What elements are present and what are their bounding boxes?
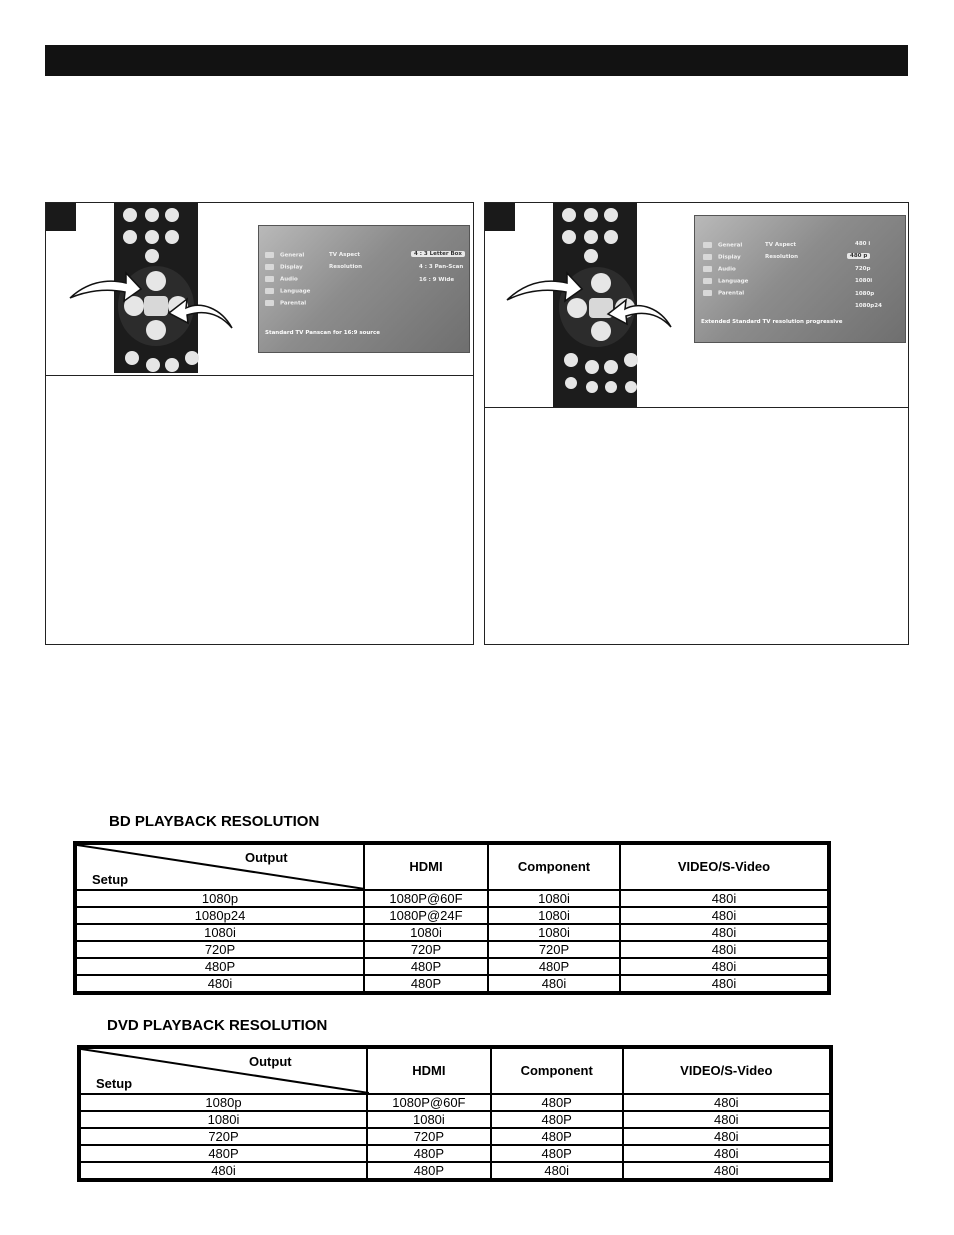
table-cell: 480P — [364, 958, 488, 975]
table-header-row — [80, 1048, 830, 1094]
table-cell: 720P — [488, 941, 620, 958]
menu-screenshot — [258, 225, 470, 353]
table-row — [76, 890, 828, 907]
table-cell: 480i — [620, 975, 828, 992]
table-cell: 480i — [620, 890, 828, 907]
output-label: Output — [249, 1054, 292, 1069]
table-cell: 480i — [623, 1145, 830, 1162]
table-cell: 480P — [367, 1145, 491, 1162]
setup-output-header — [80, 1048, 367, 1094]
table-cell: 480i — [488, 975, 620, 992]
table-cell: 480P — [80, 1145, 367, 1162]
menu-item: Display — [280, 264, 303, 271]
table-row — [76, 924, 828, 941]
table-row — [80, 1162, 830, 1179]
submenu-item: TV Aspect — [329, 252, 361, 258]
dvd-table-title: DVD PLAYBACK RESOLUTION — [107, 1017, 328, 1034]
setup-label: Setup — [92, 872, 129, 887]
table-cell: 480P — [76, 958, 364, 975]
table-cell: 1080i — [488, 890, 620, 907]
table-row — [80, 1145, 830, 1162]
table-cell: 1080i — [488, 924, 620, 941]
table-cell: 720P — [80, 1128, 367, 1145]
header-bar — [45, 45, 908, 76]
screen-footer: Extended Standard TV resolution progressive — [701, 319, 843, 325]
table-cell: 480i — [620, 941, 828, 958]
table-cell: 480i — [491, 1162, 623, 1179]
table-cell: 1080p24 — [76, 907, 364, 924]
menu-item: General — [718, 242, 743, 249]
table-cell: 1080i — [488, 907, 620, 924]
option-item: 1080p24 — [855, 303, 882, 309]
dvd-resolution-table — [79, 1047, 831, 1180]
table-cell: 480P — [488, 958, 620, 975]
option-item: 4 : 3 Pan-Scan — [419, 264, 464, 270]
table-cell: 480P — [491, 1145, 623, 1162]
menu-item: Parental — [280, 300, 307, 307]
bd-table-title: BD PLAYBACK RESOLUTION — [109, 813, 320, 830]
setup-output-header — [76, 844, 364, 890]
table-cell: 480P — [367, 1162, 491, 1179]
remote-control-image — [46, 203, 246, 375]
table-row — [80, 1128, 830, 1145]
table-row — [76, 975, 828, 992]
panel-divider — [46, 375, 473, 376]
table-row — [76, 907, 828, 924]
table-row — [76, 941, 828, 958]
setup-label: Setup — [96, 1076, 133, 1091]
column-header: Component — [488, 844, 620, 890]
table-cell: 720P — [367, 1128, 491, 1145]
bd-resolution-table — [75, 843, 829, 993]
table-cell: 480P — [491, 1128, 623, 1145]
table-cell: 1080P@24F — [364, 907, 488, 924]
step-panel-1 — [45, 202, 474, 645]
table-cell: 1080i — [364, 924, 488, 941]
panel-divider — [485, 407, 908, 408]
table-cell: 480i — [620, 907, 828, 924]
option-item: 480 i — [855, 241, 871, 247]
table-cell: 480P — [364, 975, 488, 992]
menu-item: General — [280, 252, 305, 259]
column-header: HDMI — [364, 844, 488, 890]
table-row — [80, 1111, 830, 1128]
table-cell: 1080p — [80, 1094, 367, 1111]
table-cell: 480i — [76, 975, 364, 992]
column-header: VIDEO/S-Video — [623, 1048, 830, 1094]
table-cell: 1080P@60F — [364, 890, 488, 907]
submenu-item: Resolution — [329, 264, 363, 270]
table-cell: 1080i — [76, 924, 364, 941]
table-cell: 480P — [491, 1094, 623, 1111]
screen-footer: Standard TV Panscan for 16:9 source — [265, 330, 381, 336]
table-cell: 480i — [620, 958, 828, 975]
table-header-row — [76, 844, 828, 890]
table-cell: 1080i — [80, 1111, 367, 1128]
column-header: VIDEO/S-Video — [620, 844, 828, 890]
menu-screenshot — [694, 215, 906, 343]
table-cell: 720P — [76, 941, 364, 958]
table-cell: 1080P@60F — [367, 1094, 491, 1111]
menu-item: Audio — [718, 266, 736, 273]
option-item: 480 p — [847, 253, 870, 259]
table-cell: 480i — [623, 1128, 830, 1145]
table-cell: 480i — [623, 1094, 830, 1111]
submenu-item: TV Aspect — [765, 242, 797, 248]
table-cell: 480i — [80, 1162, 367, 1179]
option-item: 16 : 9 Wide — [419, 277, 455, 283]
table-cell: 480i — [623, 1162, 830, 1179]
table-row — [80, 1094, 830, 1111]
option-item: 1080i — [855, 278, 873, 284]
table-cell: 720P — [364, 941, 488, 958]
option-item: 4 : 3 Letter Box — [411, 251, 465, 257]
table-cell: 480i — [620, 924, 828, 941]
menu-item: Display — [718, 254, 741, 261]
table-cell: 480i — [623, 1111, 830, 1128]
column-header: Component — [491, 1048, 623, 1094]
menu-item: Audio — [280, 276, 298, 283]
option-item: 1080p — [855, 291, 875, 297]
option-item: 720p — [855, 266, 871, 272]
menu-item: Parental — [718, 290, 745, 297]
remote-control-image — [485, 203, 685, 408]
menu-item: Language — [280, 288, 311, 295]
step-panel-2 — [484, 202, 909, 645]
table-row — [76, 958, 828, 975]
submenu-item: Resolution — [765, 254, 799, 260]
table-cell: 1080p — [76, 890, 364, 907]
table-cell: 1080i — [367, 1111, 491, 1128]
table-cell: 480P — [491, 1111, 623, 1128]
column-header: HDMI — [367, 1048, 491, 1094]
menu-item: Language — [718, 278, 749, 285]
output-label: Output — [245, 850, 288, 865]
